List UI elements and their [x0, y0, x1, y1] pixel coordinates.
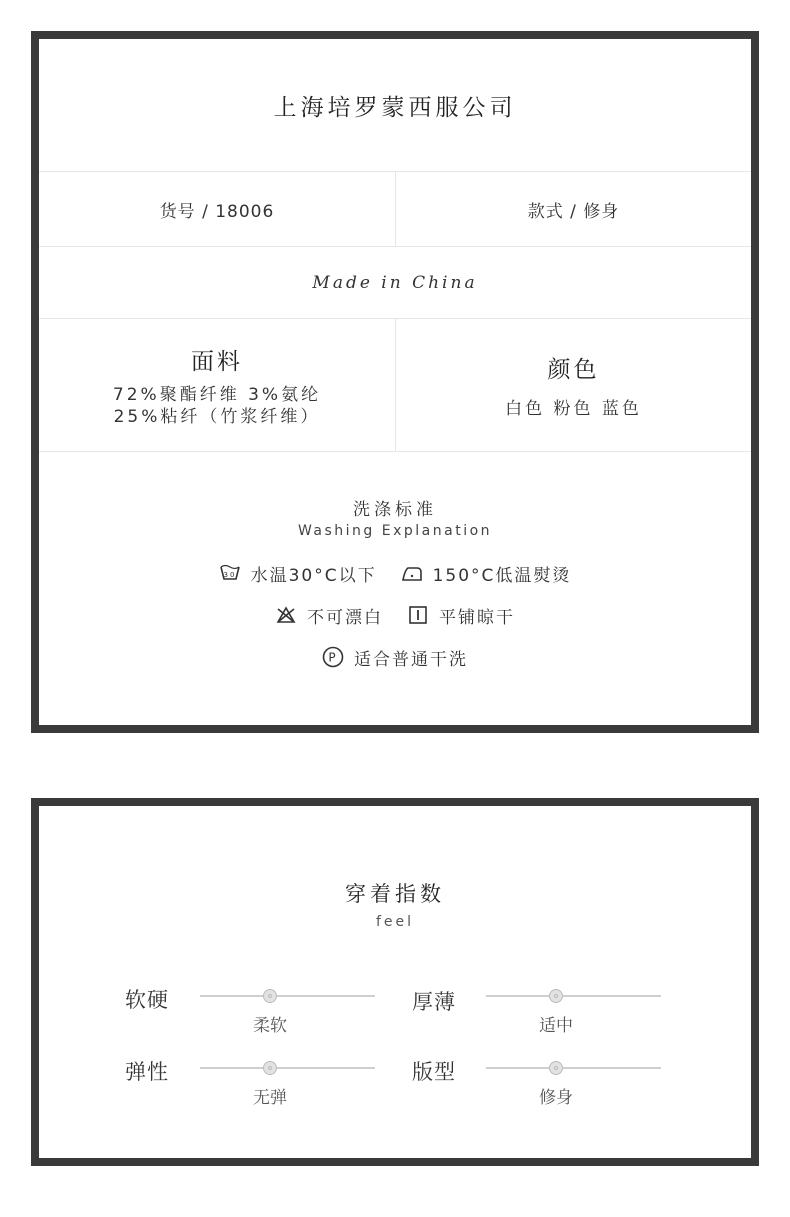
softness-track: [200, 995, 375, 997]
no-bleach-text: 不可漂白: [307, 607, 383, 628]
color-section: [396, 319, 751, 451]
company-name: 上海培罗蒙西服公司: [273, 94, 517, 121]
washing-row: [39, 603, 751, 627]
color-values: 白色 粉色 蓝色: [505, 398, 642, 419]
item-number: 货号 / 18006: [159, 201, 275, 222]
fit-knob: [549, 1061, 563, 1075]
wash-item: [407, 603, 515, 628]
svg-text:P: P: [328, 650, 338, 665]
dry-clean-text: 适合普通干洗: [354, 649, 468, 670]
wash-item: [322, 645, 468, 670]
softness-value: 柔软: [253, 1016, 287, 1036]
washing-row: [39, 645, 751, 669]
made-in-china: Made in China: [312, 272, 478, 293]
wash-temp-text: 水温30°C以下: [250, 565, 377, 586]
style-label: 款式 / 修身: [527, 201, 620, 222]
feel-subtitle: feel: [375, 914, 415, 930]
fit-track: [486, 1067, 661, 1069]
elasticity-track: [200, 1067, 375, 1069]
dry-flat-text: 平铺晾干: [439, 607, 515, 628]
fabric-line-2: 25%粘纤（竹浆纤维）: [113, 406, 321, 427]
thickness-label: 厚薄: [412, 990, 456, 1014]
product-info-card: [31, 31, 759, 733]
feel-index-card: [31, 798, 759, 1166]
fabric-title: 面料: [191, 348, 243, 375]
washing-subtitle: Washing Explanation: [297, 523, 493, 539]
washing-row: [39, 561, 751, 585]
fabric-section: [39, 319, 395, 451]
dry-clean-p-icon: [322, 646, 344, 668]
elasticity-label: 弹性: [125, 1060, 169, 1084]
no-bleach-icon: [275, 604, 297, 626]
elasticity-value: 无弹: [253, 1088, 287, 1108]
wash-30-icon: [219, 562, 241, 584]
thickness-knob: [549, 989, 563, 1003]
iron-text: 150°C低温熨烫: [432, 565, 572, 586]
dry-flat-icon: [407, 604, 429, 626]
feel-title: 穿着指数: [345, 882, 445, 906]
washing-title: 洗涤标准: [353, 500, 437, 520]
fit-label: 版型: [412, 1060, 456, 1084]
divider: [39, 451, 751, 452]
thickness-value: 适中: [539, 1016, 573, 1036]
softness-label: 软硬: [125, 988, 169, 1012]
iron-icon: [401, 562, 423, 584]
fabric-line-1: 72%聚酯纤维 3%氨纶: [112, 384, 322, 405]
color-title: 颜色: [547, 356, 600, 383]
wash-item: [219, 561, 377, 586]
wash-item: [401, 561, 572, 586]
wash-item: [275, 603, 383, 628]
svg-text:30: 30: [223, 571, 237, 579]
thickness-track: [486, 995, 661, 997]
softness-knob: [263, 989, 277, 1003]
elasticity-knob: [263, 1061, 277, 1075]
fit-value: 修身: [539, 1088, 573, 1108]
